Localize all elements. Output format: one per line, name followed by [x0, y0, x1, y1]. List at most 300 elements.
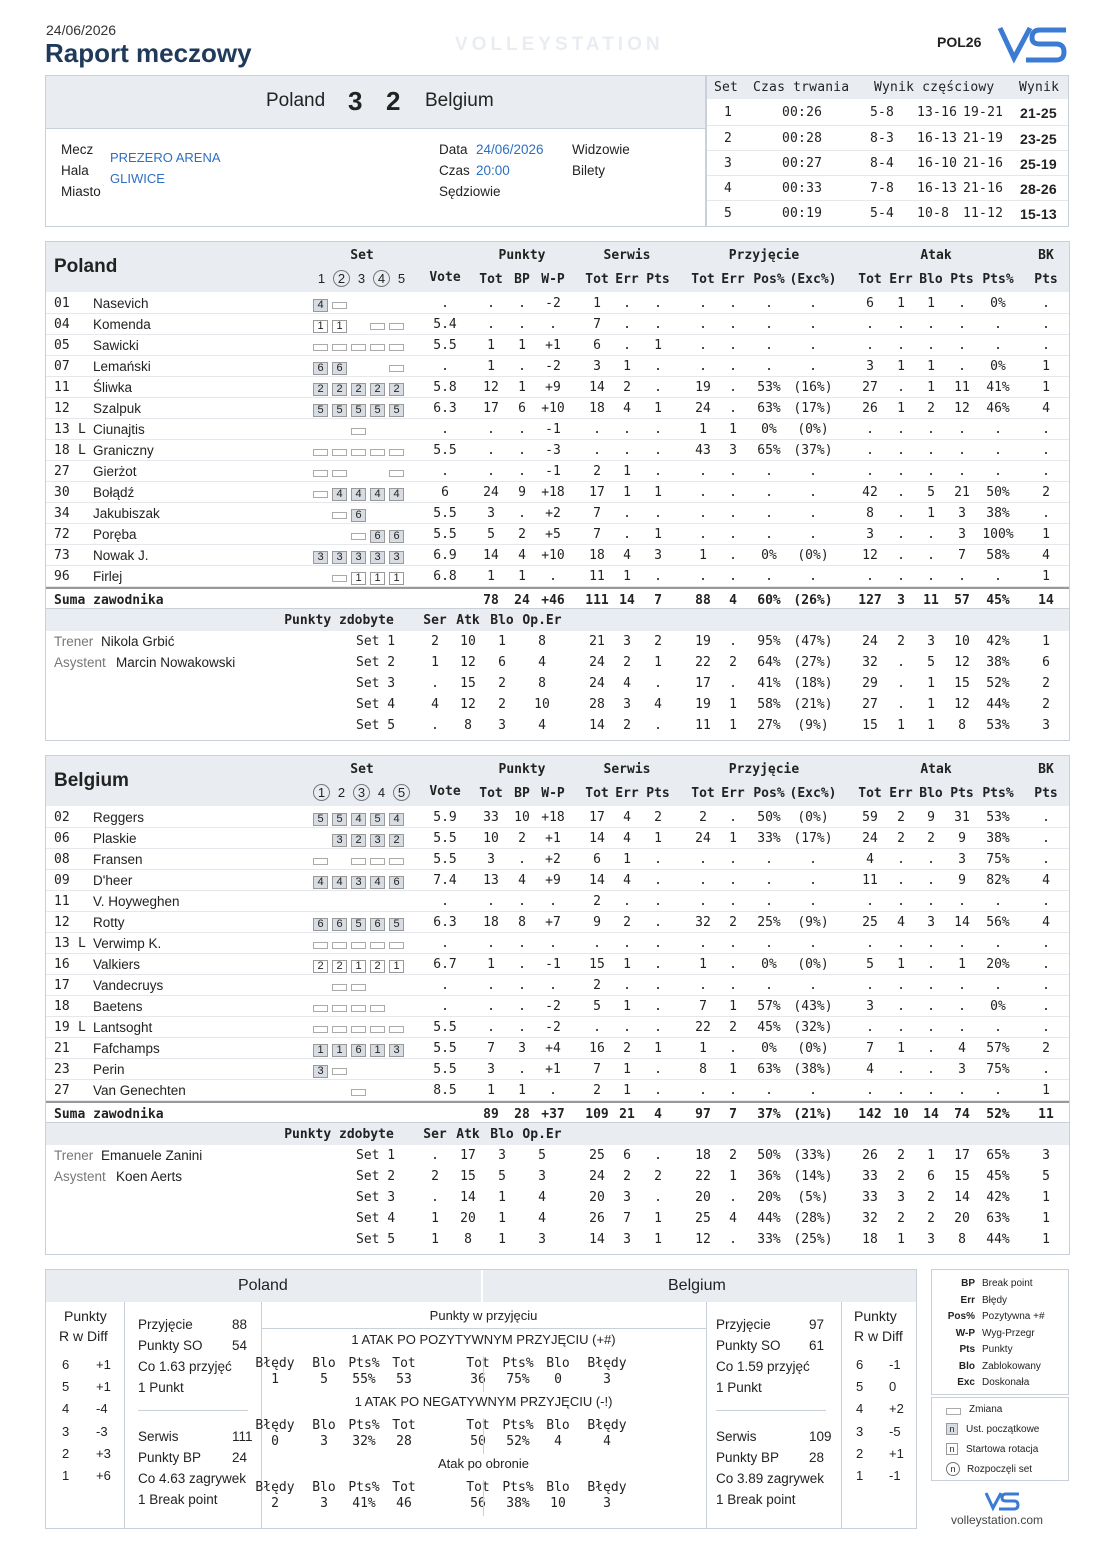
home-rotation: 4 — [62, 1401, 70, 1416]
player-number: 06 — [54, 831, 70, 846]
set-sub-marker — [370, 323, 385, 330]
col-sub: Pos% — [753, 272, 785, 287]
stat-cell: . — [654, 359, 662, 374]
set-stat-cell: 27% — [757, 718, 781, 733]
stat-cell: . — [487, 296, 495, 311]
section-value: 56 — [470, 1496, 486, 1511]
stat-cell: 8.5 — [433, 1083, 457, 1098]
stat-cell: 16 — [589, 1041, 605, 1056]
stat-cell: -1 — [545, 464, 561, 479]
set-start-rotation: 3 — [389, 551, 404, 564]
volleystation-logo-icon — [996, 22, 1072, 66]
stat-cell: . — [623, 506, 631, 521]
stat-cell: . — [699, 485, 707, 500]
player-name: Plaskie — [93, 831, 137, 846]
stat-cell: . — [549, 936, 557, 951]
pz-col: Blo — [490, 613, 514, 628]
player-number: 01 — [54, 296, 70, 311]
stat-cell: 2 — [897, 831, 905, 846]
stat-cell: . — [1042, 936, 1050, 951]
stat-cell: . — [487, 464, 495, 479]
home-stat-label: 1 Break point — [138, 1492, 218, 1507]
match-info-box — [45, 75, 706, 227]
stat-cell: 11 — [589, 569, 605, 584]
sets-header-partial: Wynik częściowy — [874, 80, 995, 95]
stat-cell: . — [518, 999, 526, 1014]
stat-cell: . — [765, 569, 773, 584]
section-value: 55% — [352, 1372, 376, 1387]
stat-cell: . — [518, 359, 526, 374]
stat-cell: 8 — [518, 915, 526, 930]
set-number: 1 — [317, 271, 326, 286]
player-name: Gierżot — [93, 464, 137, 479]
stat-cell: . — [518, 296, 526, 311]
stat-cell: . — [654, 852, 662, 867]
set-start-rotation: 1 — [370, 1044, 385, 1057]
venue-hala: PREZERO ARENA — [110, 150, 221, 165]
stat-cell: 19 — [695, 380, 711, 395]
set-stat-cell: 1 — [927, 676, 935, 691]
section-col: Tot — [392, 1418, 416, 1433]
stat-cell: 6 — [518, 401, 526, 416]
col-sub: Pts — [950, 786, 974, 801]
set-stat-cell: 25 — [695, 1211, 711, 1226]
stat-cell: +2 — [545, 852, 561, 867]
set-stat-cell: 1 — [1042, 634, 1050, 649]
section-value: 10 — [550, 1496, 566, 1511]
player-number: 27 — [54, 1083, 70, 1098]
player-row — [46, 954, 1069, 975]
stat-cell: 7 — [593, 506, 601, 521]
player-name: Szalpuk — [93, 401, 142, 416]
set-stat-cell: (27%) — [793, 655, 833, 670]
legend-abbr: W-P — [955, 1327, 975, 1339]
set-sub-marker — [389, 344, 404, 351]
set-stat-cell: 8 — [958, 718, 966, 733]
player-name: Jakubiszak — [93, 506, 160, 521]
set-start-rotation: 1 — [389, 960, 404, 973]
set-stat-cell: 4 — [538, 655, 546, 670]
away-stat-value: 97 — [809, 1317, 825, 1332]
stat-cell: . — [897, 1062, 905, 1077]
section-value: 36 — [470, 1372, 486, 1387]
set-start-rotation: 4 — [332, 876, 347, 889]
home-team-name: Poland — [266, 90, 326, 111]
set-stat-cell: 27 — [862, 697, 878, 712]
legend-desc: Pozytywna +# — [982, 1311, 1045, 1322]
stat-cell: . — [897, 527, 905, 542]
col-sub: W-P — [541, 272, 565, 287]
set-start-rotation: 3 — [370, 834, 385, 847]
player-sets — [313, 874, 408, 892]
stat-cell: 2 — [593, 464, 601, 479]
stat-cell: (0%) — [797, 810, 829, 825]
away-rotation: 5 — [856, 1379, 864, 1394]
set-sub-marker — [332, 512, 347, 519]
section-col: Błędy — [255, 1356, 295, 1371]
stat-cell: . — [1042, 957, 1050, 972]
stat-cell: . — [699, 569, 707, 584]
away-sets-won: 2 — [386, 86, 401, 116]
set-start-rotation: 6 — [332, 362, 347, 375]
sets-cell: 21-25 — [1020, 105, 1057, 121]
set-stat-cell: (5%) — [797, 1190, 829, 1205]
pz-col: Atk — [456, 1127, 480, 1142]
stat-cell: . — [729, 338, 737, 353]
stat-cell: 6 — [593, 852, 601, 867]
stat-cell: . — [729, 401, 737, 416]
player-sets — [313, 1000, 408, 1018]
stat-cell: . — [809, 1083, 817, 1098]
coach-name: Nikola Grbić — [101, 634, 175, 649]
stat-cell: 4 — [1042, 401, 1050, 416]
player-sets — [313, 339, 408, 357]
player-name: Firlej — [93, 569, 123, 584]
stat-cell: 7 — [593, 527, 601, 542]
stat-cell: 1 — [897, 1041, 905, 1056]
stat-cell: . — [897, 569, 905, 584]
col-vote: Vote — [429, 784, 461, 799]
center-title: Punkty w przyjęciu — [429, 1308, 538, 1323]
set-stat-cell: 3 — [1042, 1148, 1050, 1163]
set-start-rotation: 6 — [351, 509, 366, 522]
stat-cell: 18 — [483, 915, 499, 930]
away-stat-label: 1 Break point — [716, 1492, 796, 1507]
stat-cell: . — [487, 1020, 495, 1035]
section-value: 52% — [506, 1434, 530, 1449]
stat-cell: 3 — [958, 852, 966, 867]
set-sub-marker — [351, 984, 366, 991]
stat-cell: 1 — [729, 422, 737, 437]
stat-cell: 14 — [589, 380, 605, 395]
set-stat-cell: 5 — [927, 655, 935, 670]
set-stat-cell: 22 — [695, 1169, 711, 1184]
set-stat-cell: 29 — [862, 676, 878, 691]
stat-cell: . — [518, 1020, 526, 1035]
set-start-rotation: 2 — [332, 383, 347, 396]
stat-cell: . — [441, 464, 449, 479]
sets-cell: 1 — [724, 105, 733, 120]
player-number: 73 — [54, 548, 70, 563]
player-row — [46, 1059, 1069, 1080]
stat-cell: . — [654, 936, 662, 951]
set-stat-cell: 41% — [757, 676, 781, 691]
set-stat-cell: 24 — [589, 655, 605, 670]
player-name: D'heer — [93, 873, 133, 888]
player-row — [46, 566, 1069, 587]
set-stat-cell: 20 — [695, 1190, 711, 1205]
player-name: Lantsoght — [93, 1020, 153, 1035]
stat-cell: 24 — [483, 485, 499, 500]
match-time: 20:00 — [476, 163, 510, 178]
stat-cell: . — [897, 317, 905, 332]
set-stat-cell: 1 — [729, 718, 737, 733]
stat-cell: . — [623, 422, 631, 437]
suma-cell: 11 — [1038, 1107, 1054, 1122]
stat-cell: . — [654, 296, 662, 311]
set-stat-cell: 6 — [1042, 655, 1050, 670]
stat-cell: 6 — [866, 296, 874, 311]
sets-cell: 00:33 — [782, 181, 823, 196]
section-value: 32% — [352, 1434, 376, 1449]
stat-cell: 2 — [897, 810, 905, 825]
set-start-rotation: 3 — [370, 551, 385, 564]
player-name: Lemański — [93, 359, 151, 374]
stat-cell: 1 — [623, 1083, 631, 1098]
sets-cell: 19-21 — [963, 105, 1004, 120]
stat-cell: 0% — [761, 548, 777, 563]
player-number: 13 — [54, 936, 70, 951]
pz-col: Atk — [456, 613, 480, 628]
stat-cell: 2 — [593, 1083, 601, 1098]
stat-cell: . — [729, 296, 737, 311]
sets-cell: 16-13 — [917, 131, 958, 146]
set-stat-cell: 1 — [431, 1211, 439, 1226]
set-stat-cell: 14 — [954, 1190, 970, 1205]
stat-cell: 10 — [514, 810, 530, 825]
player-sets — [313, 549, 408, 567]
stat-cell: 1 — [518, 1083, 526, 1098]
home-rotation-diff: +1 — [96, 1379, 111, 1394]
label-miasto: Miasto — [61, 184, 101, 199]
set-sub-marker — [370, 942, 385, 949]
legend-item — [932, 1275, 1068, 1292]
set-stat-cell: (18%) — [793, 676, 833, 691]
stat-cell: 1 — [729, 1062, 737, 1077]
set-sub-marker — [313, 1005, 328, 1012]
stat-cell: 50% — [757, 810, 781, 825]
set-stat-cell: 24 — [862, 634, 878, 649]
stat-cell: . — [809, 506, 817, 521]
section-col: Tot — [466, 1356, 490, 1371]
player-number: 96 — [54, 569, 70, 584]
away-divider — [716, 1410, 826, 1411]
sets-cell: 4 — [724, 181, 733, 196]
set-summary-row — [46, 715, 1069, 736]
sets-cell: 25-19 — [1020, 156, 1057, 172]
player-name: V. Hoyweghen — [93, 894, 180, 909]
stat-cell: 1 — [927, 380, 935, 395]
stat-cell: 1 — [623, 464, 631, 479]
stat-cell: 5.5 — [433, 443, 457, 458]
page-title: Raport meczowy — [45, 38, 252, 68]
set-stat-cell: 1 — [927, 1148, 935, 1163]
set-stat-cell: 26 — [862, 1148, 878, 1163]
away-rotation-diff: -5 — [889, 1424, 901, 1439]
section-col: Błędy — [587, 1418, 627, 1433]
set-start-rotation: 4 — [313, 876, 328, 889]
col-bk: BK — [1038, 248, 1054, 263]
player-sets — [313, 937, 408, 955]
home-rotation: 6 — [62, 1357, 70, 1372]
suma-cell: 4 — [729, 593, 737, 608]
home-rotation-diff: +6 — [96, 1468, 111, 1483]
set-start-rotation: 5 — [351, 404, 366, 417]
stat-cell: . — [765, 485, 773, 500]
stat-cell: 3 — [958, 1062, 966, 1077]
stat-cell: . — [958, 422, 966, 437]
stat-cell: 17 — [483, 401, 499, 416]
player-name: Poręba — [93, 527, 137, 542]
stat-cell: 43 — [695, 443, 711, 458]
stat-cell: . — [699, 338, 707, 353]
stat-cell: . — [765, 317, 773, 332]
stat-cell: . — [654, 506, 662, 521]
set-stat-cell: 28 — [589, 697, 605, 712]
set-stat-cell: 45% — [986, 1169, 1010, 1184]
col-sub: (Exc%) — [789, 786, 837, 801]
stat-cell: . — [549, 1083, 557, 1098]
suma-row — [46, 1101, 1069, 1123]
stat-cell: 2 — [623, 380, 631, 395]
assistant-name: Koen Aerts — [116, 1169, 183, 1184]
legend-symbols — [931, 1397, 1069, 1481]
stat-cell: . — [958, 1020, 966, 1035]
suma-cell: 4 — [654, 1107, 662, 1122]
set-start-rotation: 1 — [351, 572, 366, 585]
stat-cell: -2 — [545, 999, 561, 1014]
stat-cell: +7 — [545, 915, 561, 930]
stat-cell: 1 — [729, 999, 737, 1014]
stat-cell: . — [699, 894, 707, 909]
stat-cell: 1 — [897, 957, 905, 972]
stat-cell: . — [809, 527, 817, 542]
stat-cell: 12 — [862, 548, 878, 563]
away-stat-label: 1 Punkt — [716, 1380, 762, 1395]
set-number: 3 — [357, 271, 366, 286]
stat-cell: . — [866, 422, 874, 437]
sets-header-duration: Czas trwania — [753, 80, 850, 95]
section-value: 3 — [320, 1434, 328, 1449]
section-value: 3 — [603, 1372, 611, 1387]
set-stat-cell: 18 — [695, 1148, 711, 1163]
stat-cell: 13 — [483, 873, 499, 888]
set-numbers — [313, 784, 413, 802]
suma-label: Suma zawodnika — [54, 1107, 164, 1122]
set-stat-cell: 15 — [862, 718, 878, 733]
stat-cell: 3 — [729, 443, 737, 458]
stat-cell: . — [729, 957, 737, 972]
stat-cell: . — [699, 527, 707, 542]
stat-cell: 2 — [927, 401, 935, 416]
home-punkty-label: Punkty — [64, 1308, 107, 1324]
player-number: 13 — [54, 422, 70, 437]
set-stat-cell: 42% — [986, 634, 1010, 649]
stat-cell: 20% — [986, 957, 1010, 972]
set-stat-cell: 3 — [1042, 718, 1050, 733]
team-stats-table — [45, 241, 1070, 741]
stat-cell: . — [654, 915, 662, 930]
set-stat-cell: 20 — [460, 1211, 476, 1226]
stat-cell: 4 — [866, 1062, 874, 1077]
stat-cell: 1 — [623, 359, 631, 374]
stat-cell: . — [809, 569, 817, 584]
set-stat-cell: (47%) — [793, 634, 833, 649]
stat-cell: . — [654, 978, 662, 993]
set-sub-marker — [389, 365, 404, 372]
stat-cell: . — [927, 1041, 935, 1056]
stat-cell: 7.4 — [433, 873, 457, 888]
stat-cell: 18 — [589, 401, 605, 416]
stat-cell: . — [927, 338, 935, 353]
player-name: Nasevich — [93, 296, 149, 311]
player-row — [46, 503, 1069, 524]
set-stat-cell: 3 — [623, 634, 631, 649]
libero-flag: L — [78, 422, 86, 437]
stat-cell: . — [994, 569, 1002, 584]
stat-cell: . — [487, 936, 495, 951]
stat-cell: 7 — [699, 999, 707, 1014]
col-vote: Vote — [429, 270, 461, 285]
set-stat-cell: 3 — [623, 1232, 631, 1247]
set-start-rotation: 5 — [332, 813, 347, 826]
player-row — [46, 996, 1069, 1017]
section-split — [483, 1480, 484, 1516]
stat-cell: . — [654, 873, 662, 888]
set-stat-cell: . — [897, 697, 905, 712]
set-stat-cell: 64% — [757, 655, 781, 670]
set-stat-cell: 20 — [954, 1211, 970, 1226]
stat-cell: . — [927, 527, 935, 542]
stat-cell: 25 — [862, 915, 878, 930]
section-split — [483, 1418, 484, 1454]
stat-cell: 6.8 — [433, 569, 457, 584]
pz-col: Blo — [490, 1127, 514, 1142]
sets-score-table — [706, 75, 1069, 227]
stat-cell: 38% — [986, 831, 1010, 846]
stat-cell: 1 — [487, 569, 495, 584]
stat-cell: . — [1042, 894, 1050, 909]
home-rotation-diff: -3 — [96, 1424, 108, 1439]
set-sub-marker — [332, 1005, 347, 1012]
section-col: Tot — [466, 1418, 490, 1433]
stat-cell: 7 — [866, 1041, 874, 1056]
legend-symbol-item — [946, 1441, 1068, 1458]
set-stat-cell: 8 — [958, 1232, 966, 1247]
symbol-rotation-icon: n — [946, 1443, 958, 1455]
set-stat-cell: 4 — [729, 1211, 737, 1226]
stat-cell: . — [623, 338, 631, 353]
player-number: 18 — [54, 999, 70, 1014]
away-rotation-diff: +1 — [889, 1446, 904, 1461]
stat-cell: 33 — [483, 810, 499, 825]
stat-cell: . — [809, 359, 817, 374]
set-start-rotation: 2 — [313, 960, 328, 973]
stat-cell: 2 — [729, 1020, 737, 1035]
set-number: 5 — [397, 271, 406, 286]
set-stat-cell: (21%) — [793, 697, 833, 712]
stat-cell: 1 — [1042, 359, 1050, 374]
stat-cell: 9 — [958, 831, 966, 846]
set-stat-cell: 2 — [498, 676, 506, 691]
set-stat-cell: 1 — [498, 1190, 506, 1205]
set-start-rotation: 5 — [370, 404, 385, 417]
col-sub: Tot — [858, 272, 882, 287]
away-punkty-label: Punkty — [854, 1308, 897, 1324]
watermark: VOLLEYSTATION — [455, 34, 664, 55]
set-stat-cell: 24 — [589, 1169, 605, 1184]
set-stat-cell: . — [654, 676, 662, 691]
set-number: 4 — [377, 785, 386, 800]
set-stat-cell: 22 — [695, 655, 711, 670]
stat-cell: 1 — [729, 831, 737, 846]
label-mecz: Mecz — [61, 142, 94, 157]
stat-cell: 0% — [990, 359, 1006, 374]
set-stat-cell: . — [431, 1148, 439, 1163]
player-sets — [313, 832, 408, 850]
legend-abbr: BP — [961, 1278, 975, 1289]
stat-cell: . — [487, 422, 495, 437]
